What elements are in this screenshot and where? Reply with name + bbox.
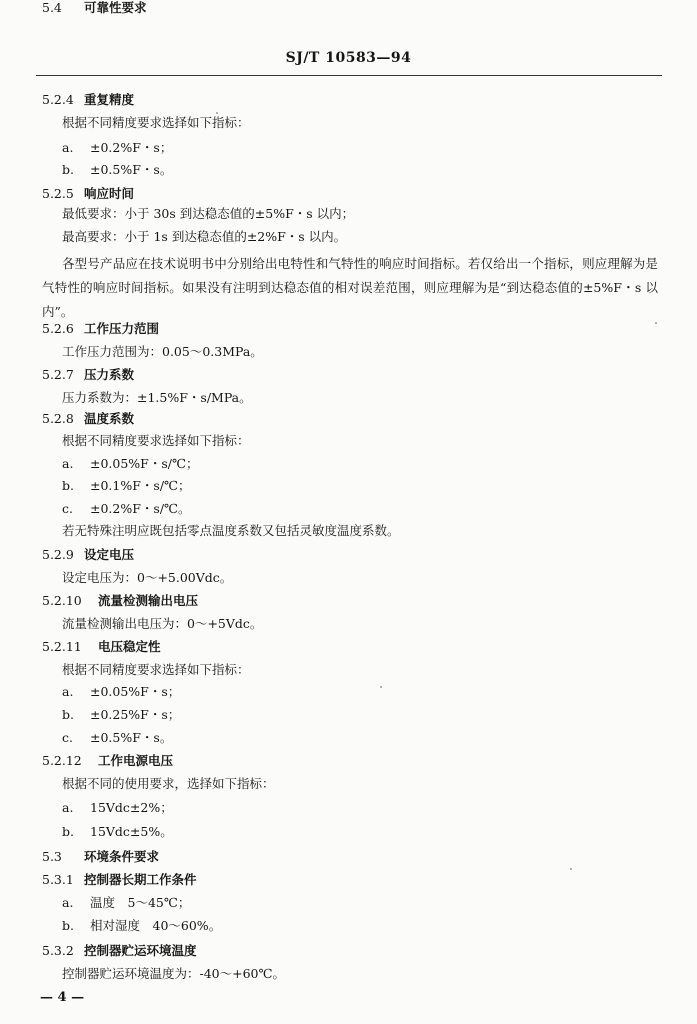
list-item xyxy=(62,824,173,840)
list-item xyxy=(62,501,191,517)
section-heading xyxy=(42,186,134,202)
section-title: 工作压力范围 xyxy=(84,321,160,336)
list-marker: a. xyxy=(62,800,74,815)
section-title: 流量检测输出电压 xyxy=(98,593,199,608)
section-heading xyxy=(42,849,159,865)
list-item xyxy=(62,140,172,156)
body-text: 控制器贮运环境温度为：-40～+60℃。 xyxy=(62,966,285,981)
list-marker: a. xyxy=(62,684,74,699)
list-marker: a. xyxy=(62,895,74,910)
section-number: 5.2.10 xyxy=(42,593,82,608)
section-number: 5.2.11 xyxy=(42,639,82,654)
section-title: 控制器长期工作条件 xyxy=(84,872,197,887)
list-item-text: ±0.05%F・s/℃； xyxy=(90,456,199,471)
section-title: 响应时间 xyxy=(84,186,135,201)
section-title: 温度系数 xyxy=(84,411,135,426)
section-heading xyxy=(42,593,198,609)
section-heading xyxy=(42,943,197,959)
scan-speck xyxy=(655,322,657,324)
list-item xyxy=(62,918,221,934)
list-item-text: ±0.2%F・s/℃。 xyxy=(90,501,191,516)
scan-speck xyxy=(380,686,382,688)
list-item xyxy=(62,730,172,746)
section-heading xyxy=(42,753,173,769)
list-item-text: 相对湿度 40～60%。 xyxy=(90,918,222,933)
section-number: 5.3 xyxy=(42,849,62,864)
list-marker: a. xyxy=(62,456,74,471)
section-number: 5.3.2 xyxy=(42,943,74,958)
list-marker: a. xyxy=(62,140,74,155)
paragraph: 各型号产品应在技术说明书中分别给出电特性和气特性的响应时间指标。若仅给出一个指标，则应理解为是气特性的响应时间指标。如果没有注明到达稳态值的相对误差范围，则应理解为是“到达稳态值的±5%F・s 以内”。 xyxy=(42,256,658,319)
section-heading xyxy=(42,321,159,337)
section-title: 控制器贮运环境温度 xyxy=(84,943,197,958)
section-number: 5.2.12 xyxy=(42,753,82,768)
section-heading xyxy=(42,92,134,108)
section-title: 设定电压 xyxy=(84,547,135,562)
list-item xyxy=(62,800,173,816)
section-title: 环境条件要求 xyxy=(84,849,160,864)
list-item-text: 15Vdc±2%； xyxy=(90,800,173,815)
section-number: 5.4 xyxy=(42,0,62,15)
list-marker: b. xyxy=(62,162,74,177)
section-title: 可靠性要求 xyxy=(84,0,147,15)
list-item-text: ±0.5%F・s。 xyxy=(90,730,173,745)
body-text: 最高要求：小于 1s 到达稳态值的±2%F・s 以内。 xyxy=(62,229,347,244)
section-title: 重复精度 xyxy=(84,92,135,107)
list-marker: b. xyxy=(62,478,74,493)
standard-number-header: SJ/T 10583—94 xyxy=(285,50,412,66)
body-text: 若无特殊注明应既包括零点温度系数又包括灵敏度温度系数。 xyxy=(62,523,400,538)
body-text: 流量检测输出电压为：0～+5Vdc。 xyxy=(62,616,263,631)
section-number: 5.3.1 xyxy=(42,872,74,887)
list-item xyxy=(62,456,198,472)
list-item xyxy=(62,684,180,700)
body-text: 设定电压为：0～+5.00Vdc。 xyxy=(62,570,233,585)
list-marker: b. xyxy=(62,824,74,839)
list-item xyxy=(62,478,191,494)
body-text: 最低要求：小于 30s 到达稳态值的±5%F・s 以内； xyxy=(62,206,355,221)
list-marker: c. xyxy=(62,501,73,516)
list-item xyxy=(62,162,172,178)
section-heading xyxy=(42,872,197,888)
section-number: 5.2.4 xyxy=(42,92,74,107)
section-number: 5.2.5 xyxy=(42,186,74,201)
list-item-text: ±0.5%F・s。 xyxy=(90,162,173,177)
section-heading xyxy=(42,0,147,16)
list-marker: b. xyxy=(62,707,74,722)
list-marker: b. xyxy=(62,918,74,933)
body-text: 根据不同精度要求选择如下指标： xyxy=(62,433,250,448)
section-title: 电压稳定性 xyxy=(98,639,161,654)
list-item-text: ±0.05%F・s； xyxy=(90,684,181,699)
list-item xyxy=(62,895,190,911)
scan-speck xyxy=(216,112,218,114)
list-item-text: ±0.25%F・s； xyxy=(90,707,181,722)
section-number: 5.2.7 xyxy=(42,367,74,382)
section-heading xyxy=(42,367,134,383)
list-marker: c. xyxy=(62,730,73,745)
section-number: 5.2.9 xyxy=(42,547,74,562)
section-title: 压力系数 xyxy=(84,367,135,382)
list-item-text: 温度 5～45℃； xyxy=(90,895,191,910)
section-number: 5.2.6 xyxy=(42,321,74,336)
list-item-text: ±0.2%F・s； xyxy=(90,140,173,155)
body-text: 根据不同精度要求选择如下指标： xyxy=(62,662,250,677)
section-heading xyxy=(42,639,161,655)
section-title: 工作电源电压 xyxy=(98,753,174,768)
section-heading xyxy=(42,547,134,563)
list-item-text: ±0.1%F・s/℃； xyxy=(90,478,191,493)
body-text: 根据不同的使用要求，选择如下指标： xyxy=(62,776,275,791)
list-item xyxy=(62,707,180,723)
header-rule xyxy=(36,75,662,76)
body-text: 压力系数为：±1.5%F・s/MPa。 xyxy=(62,390,252,405)
body-text: 工作压力范围为：0.05～0.3MPa。 xyxy=(62,344,263,359)
list-item-text: 15Vdc±5%。 xyxy=(90,824,173,839)
body-text: 根据不同精度要求选择如下指标： xyxy=(62,115,250,130)
scan-speck xyxy=(570,868,572,870)
section-number: 5.2.8 xyxy=(42,411,74,426)
page-number: — 4 — xyxy=(40,990,85,1005)
section-heading xyxy=(42,411,134,427)
